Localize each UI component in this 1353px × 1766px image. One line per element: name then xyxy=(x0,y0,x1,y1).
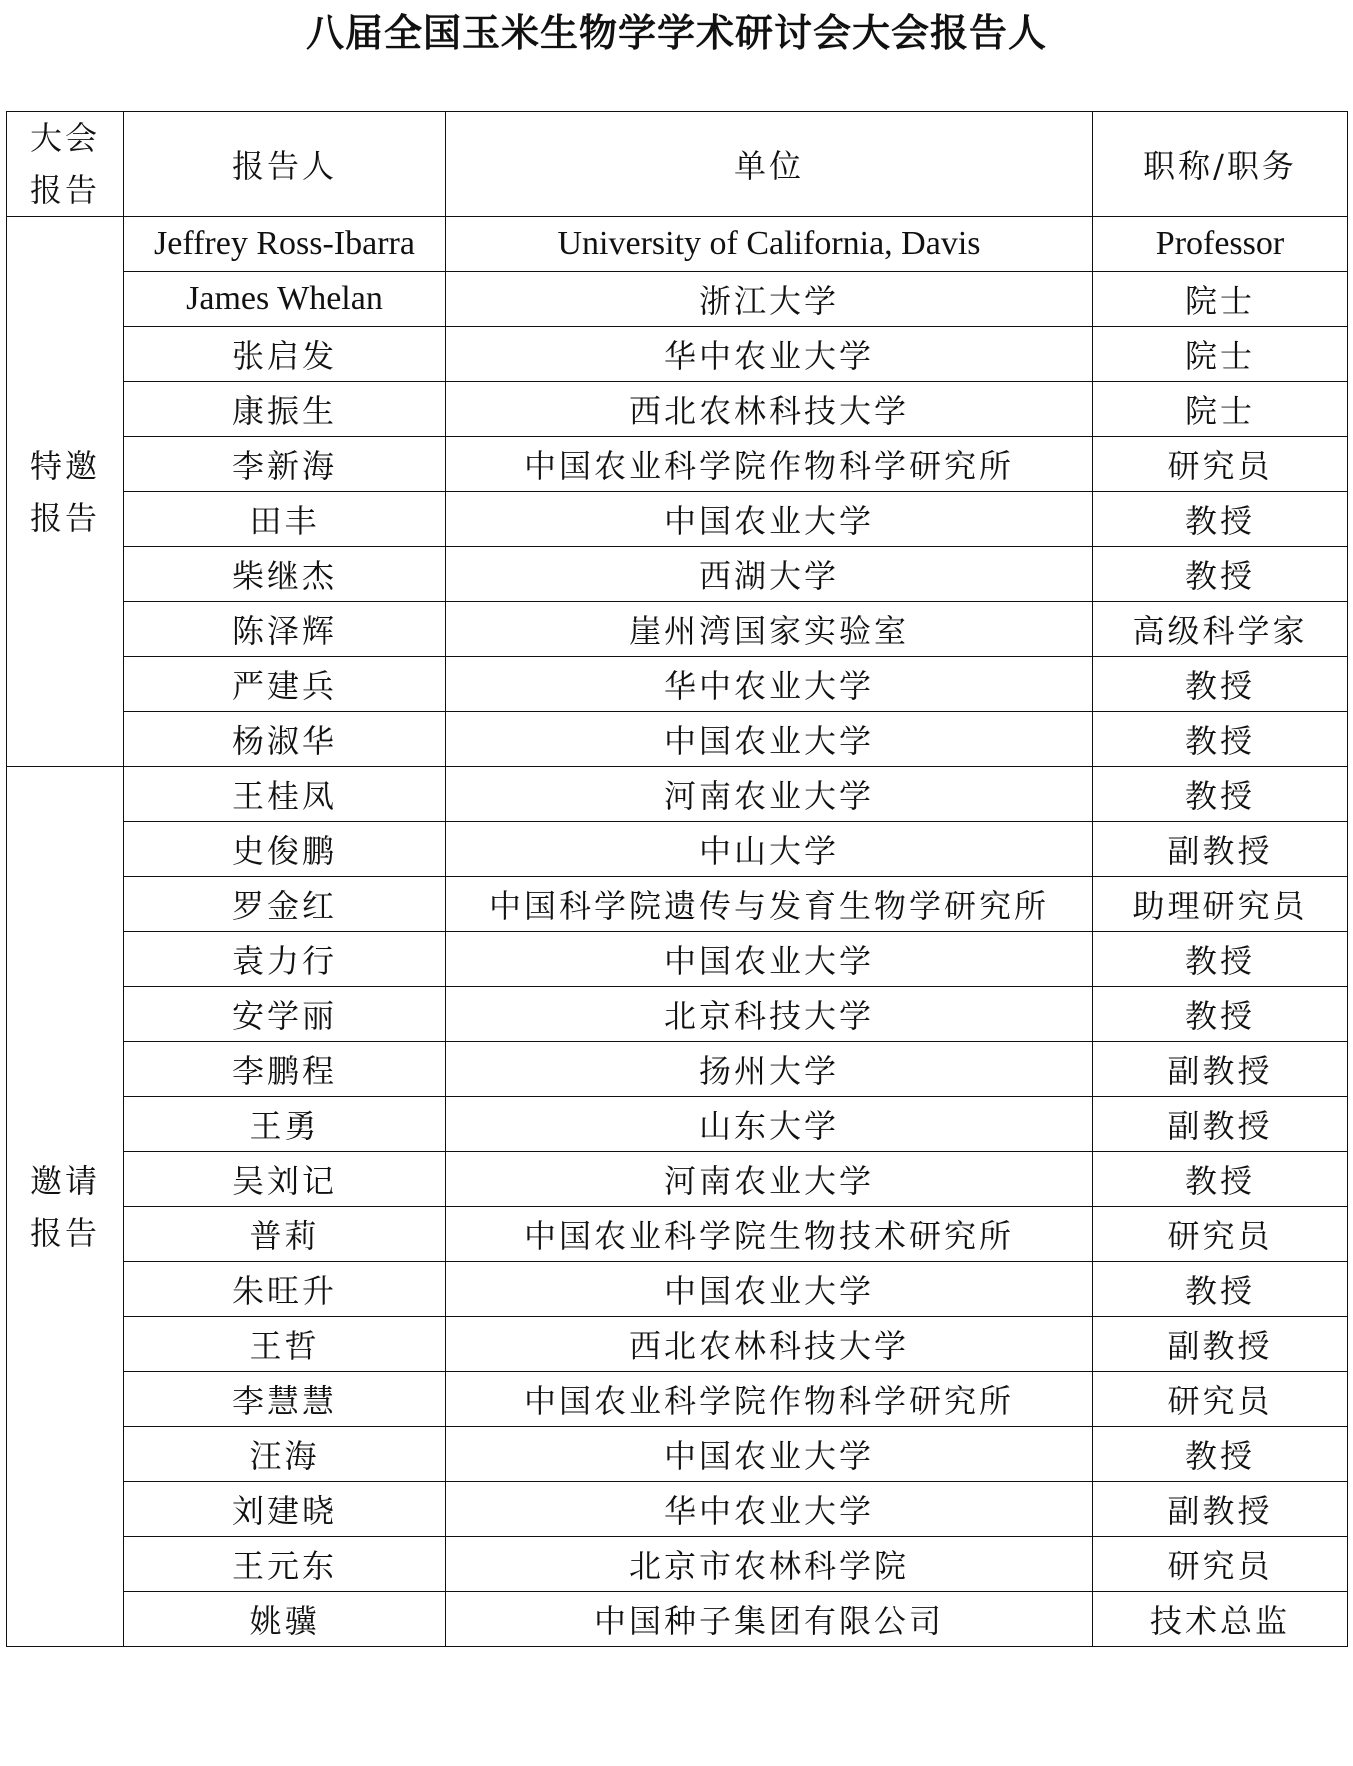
table-row xyxy=(7,1042,1348,1097)
session-group-label-line2: 报告 xyxy=(29,1213,100,1252)
cell-institution: 华中农业大学 xyxy=(446,327,1093,382)
cell-position: 研究员 xyxy=(1093,1207,1348,1262)
table-row xyxy=(7,217,1348,272)
table-row xyxy=(7,877,1348,932)
header-position: 职称/职务 xyxy=(1093,112,1348,217)
cell-position: 副教授 xyxy=(1093,1482,1348,1537)
table-row xyxy=(7,657,1348,712)
cell-institution: 中国农业科学院作物科学研究所 xyxy=(446,1372,1093,1427)
cell-speaker: 刘建晓 xyxy=(124,1482,446,1537)
cell-position: 副教授 xyxy=(1093,1317,1348,1372)
cell-position: 教授 xyxy=(1093,1262,1348,1317)
cell-speaker: James Whelan xyxy=(124,272,446,327)
cell-speaker: 王桂凤 xyxy=(124,767,446,822)
cell-speaker: 袁力行 xyxy=(124,932,446,987)
cell-institution: 中国科学院遗传与发育生物学研究所 xyxy=(446,877,1093,932)
table-row xyxy=(7,1097,1348,1152)
table-row xyxy=(7,987,1348,1042)
table-row xyxy=(7,1152,1348,1207)
header-session-type xyxy=(7,112,124,217)
session-group-label-line1: 邀请 xyxy=(29,1161,100,1200)
session-group-label-line2: 报告 xyxy=(29,498,100,537)
table-row xyxy=(7,1482,1348,1537)
cell-position: 教授 xyxy=(1093,712,1348,767)
table-row xyxy=(7,1262,1348,1317)
cell-institution: 北京市农林科学院 xyxy=(446,1537,1093,1592)
cell-institution: 中国农业大学 xyxy=(446,1262,1093,1317)
table-row xyxy=(7,932,1348,987)
table-row xyxy=(7,602,1348,657)
cell-position: 教授 xyxy=(1093,547,1348,602)
table-row xyxy=(7,272,1348,327)
table-row xyxy=(7,822,1348,877)
header-session-line2: 报告 xyxy=(29,171,100,209)
header-speaker: 报告人 xyxy=(124,112,446,217)
cell-institution: 西北农林科技大学 xyxy=(446,1317,1093,1372)
cell-position: 教授 xyxy=(1093,492,1348,547)
table-row xyxy=(7,712,1348,767)
cell-speaker: 安学丽 xyxy=(124,987,446,1042)
cell-speaker: 柴继杰 xyxy=(124,547,446,602)
cell-position: 教授 xyxy=(1093,657,1348,712)
table-row xyxy=(7,437,1348,492)
cell-speaker: 朱旺升 xyxy=(124,1262,446,1317)
cell-position: 教授 xyxy=(1093,987,1348,1042)
cell-institution: University of California, Davis xyxy=(446,217,1093,272)
cell-position: 技术总监 xyxy=(1093,1592,1348,1647)
table-row xyxy=(7,767,1348,822)
table-header-row xyxy=(7,112,1348,217)
cell-position: 高级科学家 xyxy=(1093,602,1348,657)
cell-position: 研究员 xyxy=(1093,1537,1348,1592)
table-row xyxy=(7,327,1348,382)
table-body xyxy=(7,217,1348,1647)
document-title: 八届全国玉米生物学学术研讨会大会报告人 xyxy=(305,10,1047,55)
cell-institution: 中国农业大学 xyxy=(446,712,1093,767)
cell-speaker: 李新海 xyxy=(124,437,446,492)
cell-position: 院士 xyxy=(1093,272,1348,327)
cell-institution: 扬州大学 xyxy=(446,1042,1093,1097)
table-row xyxy=(7,1592,1348,1647)
table-row xyxy=(7,1427,1348,1482)
cell-institution: 中国农业科学院生物技术研究所 xyxy=(446,1207,1093,1262)
cell-position: 副教授 xyxy=(1093,822,1348,877)
cell-position: 院士 xyxy=(1093,327,1348,382)
cell-institution: 中山大学 xyxy=(446,822,1093,877)
speakers-table xyxy=(6,111,1348,1647)
cell-institution: 中国农业大学 xyxy=(446,1427,1093,1482)
cell-institution: 崖州湾国家实验室 xyxy=(446,602,1093,657)
session-group-label xyxy=(7,767,124,1647)
cell-speaker: 王元东 xyxy=(124,1537,446,1592)
table-row xyxy=(7,382,1348,437)
cell-institution: 浙江大学 xyxy=(446,272,1093,327)
table-row xyxy=(7,1317,1348,1372)
cell-speaker: 普莉 xyxy=(124,1207,446,1262)
cell-speaker: 李慧慧 xyxy=(124,1372,446,1427)
cell-institution: 北京科技大学 xyxy=(446,987,1093,1042)
cell-institution: 中国农业大学 xyxy=(446,492,1093,547)
header-session-line1: 大会 xyxy=(29,119,100,157)
cell-institution: 西湖大学 xyxy=(446,547,1093,602)
table-row xyxy=(7,547,1348,602)
cell-position: 院士 xyxy=(1093,382,1348,437)
cell-position: 教授 xyxy=(1093,767,1348,822)
cell-institution: 山东大学 xyxy=(446,1097,1093,1152)
cell-speaker: 汪海 xyxy=(124,1427,446,1482)
cell-position: 教授 xyxy=(1093,932,1348,987)
cell-speaker: 史俊鹏 xyxy=(124,822,446,877)
cell-position: 副教授 xyxy=(1093,1042,1348,1097)
table-row xyxy=(7,1207,1348,1262)
cell-speaker: 王勇 xyxy=(124,1097,446,1152)
cell-speaker: 吴刘记 xyxy=(124,1152,446,1207)
cell-speaker: 田丰 xyxy=(124,492,446,547)
cell-position: Professor xyxy=(1093,217,1348,272)
cell-position: 研究员 xyxy=(1093,437,1348,492)
cell-position: 教授 xyxy=(1093,1427,1348,1482)
cell-speaker: 李鹏程 xyxy=(124,1042,446,1097)
cell-speaker: 严建兵 xyxy=(124,657,446,712)
cell-institution: 河南农业大学 xyxy=(446,1152,1093,1207)
cell-speaker: 陈泽辉 xyxy=(124,602,446,657)
cell-institution: 华中农业大学 xyxy=(446,657,1093,712)
cell-speaker: 康振生 xyxy=(124,382,446,437)
cell-position: 教授 xyxy=(1093,1152,1348,1207)
cell-institution: 西北农林科技大学 xyxy=(446,382,1093,437)
cell-speaker: 姚骥 xyxy=(124,1592,446,1647)
session-group-label-line1: 特邀 xyxy=(29,446,100,485)
cell-position: 副教授 xyxy=(1093,1097,1348,1152)
table-row xyxy=(7,1372,1348,1427)
cell-speaker: 王哲 xyxy=(124,1317,446,1372)
cell-position: 助理研究员 xyxy=(1093,877,1348,932)
header-institution: 单位 xyxy=(446,112,1093,217)
table-row xyxy=(7,1537,1348,1592)
cell-institution: 中国种子集团有限公司 xyxy=(446,1592,1093,1647)
cell-institution: 中国农业大学 xyxy=(446,932,1093,987)
cell-speaker: Jeffrey Ross-Ibarra xyxy=(124,217,446,272)
cell-institution: 中国农业科学院作物科学研究所 xyxy=(446,437,1093,492)
cell-institution: 华中农业大学 xyxy=(446,1482,1093,1537)
table-row xyxy=(7,492,1348,547)
cell-speaker: 杨淑华 xyxy=(124,712,446,767)
cell-institution: 河南农业大学 xyxy=(446,767,1093,822)
cell-speaker: 罗金红 xyxy=(124,877,446,932)
session-group-label xyxy=(7,217,124,767)
cell-position: 研究员 xyxy=(1093,1372,1348,1427)
cell-speaker: 张启发 xyxy=(124,327,446,382)
